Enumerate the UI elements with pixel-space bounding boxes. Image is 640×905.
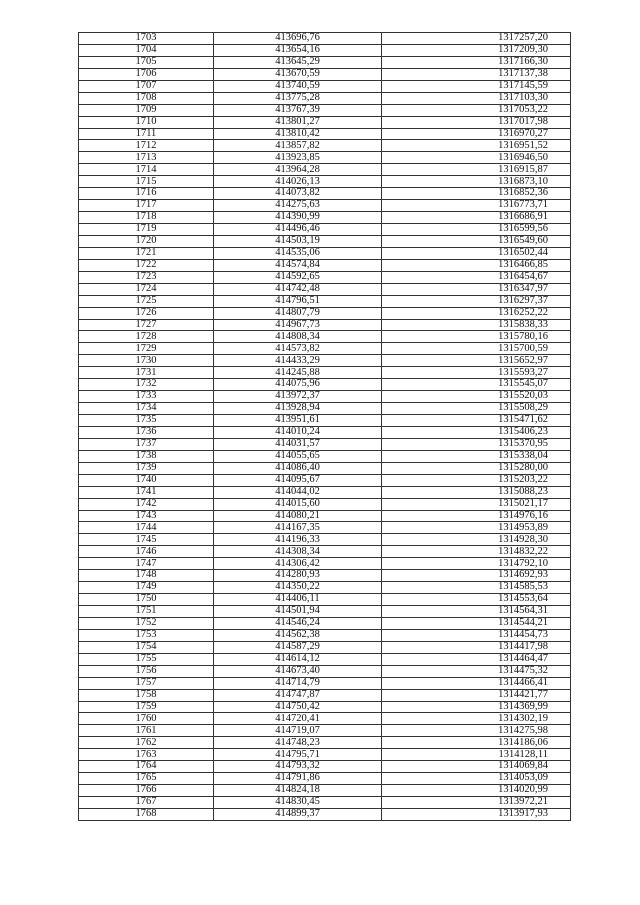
table-row: [79, 403, 571, 415]
table-row: [79, 725, 571, 737]
y-coordinate-cell: 1314186,06: [382, 737, 571, 749]
y-coordinate-cell: 1314544,21: [382, 617, 571, 629]
y-coordinate-cell: 1314564,31: [382, 606, 571, 618]
y-coordinate-cell: 1316970,27: [382, 128, 571, 140]
y-coordinate-cell: 1316549,60: [382, 235, 571, 247]
table-row: [79, 629, 571, 641]
table-row: [79, 486, 571, 498]
point-number-cell: 1722: [79, 259, 214, 271]
table-row: [79, 319, 571, 331]
y-coordinate-cell: 1316686,91: [382, 212, 571, 224]
x-coordinate-cell: 414796,51: [214, 295, 382, 307]
x-coordinate-cell: 413740,59: [214, 80, 382, 92]
y-coordinate-cell: 1314421,77: [382, 689, 571, 701]
x-coordinate-cell: 414750,42: [214, 701, 382, 713]
point-number-cell: 1740: [79, 474, 214, 486]
table-row: [79, 212, 571, 224]
y-coordinate-cell: 1316347,97: [382, 283, 571, 295]
table-row: [79, 522, 571, 534]
y-coordinate-cell: 1314976,16: [382, 510, 571, 522]
x-coordinate-cell: 414073,82: [214, 188, 382, 200]
point-number-cell: 1716: [79, 188, 214, 200]
table-row: [79, 176, 571, 188]
table-row: [79, 259, 571, 271]
x-coordinate-cell: 414015,60: [214, 498, 382, 510]
x-coordinate-cell: 414496,46: [214, 224, 382, 236]
y-coordinate-cell: 1315593,27: [382, 367, 571, 379]
y-coordinate-cell: 1315545,07: [382, 379, 571, 391]
table-row: [79, 546, 571, 558]
y-coordinate-cell: 1314369,99: [382, 701, 571, 713]
point-number-cell: 1728: [79, 331, 214, 343]
table-row: [79, 283, 571, 295]
y-coordinate-cell: 1313917,93: [382, 808, 571, 820]
table-row: [79, 116, 571, 128]
y-coordinate-cell: 1315338,04: [382, 450, 571, 462]
point-number-cell: 1731: [79, 367, 214, 379]
y-coordinate-cell: 1313972,21: [382, 797, 571, 809]
x-coordinate-cell: 414350,22: [214, 582, 382, 594]
x-coordinate-cell: 413810,42: [214, 128, 382, 140]
x-coordinate-cell: 414095,67: [214, 474, 382, 486]
y-coordinate-cell: 1314466,41: [382, 677, 571, 689]
x-coordinate-cell: 414280,93: [214, 570, 382, 582]
x-coordinate-cell: 414614,12: [214, 653, 382, 665]
y-coordinate-cell: 1317257,20: [382, 33, 571, 45]
x-coordinate-cell: 413972,37: [214, 391, 382, 403]
point-number-cell: 1762: [79, 737, 214, 749]
y-coordinate-cell: 1315280,00: [382, 462, 571, 474]
point-number-cell: 1743: [79, 510, 214, 522]
point-number-cell: 1766: [79, 785, 214, 797]
y-coordinate-cell: 1315780,16: [382, 331, 571, 343]
x-coordinate-cell: 414673,40: [214, 665, 382, 677]
point-number-cell: 1747: [79, 558, 214, 570]
x-coordinate-cell: 413964,28: [214, 164, 382, 176]
table-row: [79, 307, 571, 319]
table-row: [79, 665, 571, 677]
x-coordinate-cell: 413923,85: [214, 152, 382, 164]
y-coordinate-cell: 1314302,19: [382, 713, 571, 725]
y-coordinate-cell: 1317017,98: [382, 116, 571, 128]
y-coordinate-cell: 1314053,09: [382, 773, 571, 785]
point-number-cell: 1759: [79, 701, 214, 713]
point-number-cell: 1734: [79, 403, 214, 415]
table-row: [79, 415, 571, 427]
point-number-cell: 1763: [79, 749, 214, 761]
x-coordinate-cell: 414306,42: [214, 558, 382, 570]
point-number-cell: 1707: [79, 80, 214, 92]
table-row: [79, 462, 571, 474]
table-row: [79, 582, 571, 594]
x-coordinate-cell: 414055,65: [214, 450, 382, 462]
point-number-cell: 1709: [79, 104, 214, 116]
point-number-cell: 1718: [79, 212, 214, 224]
x-coordinate-cell: 414714,79: [214, 677, 382, 689]
x-coordinate-cell: 414899,37: [214, 808, 382, 820]
x-coordinate-cell: 413775,28: [214, 92, 382, 104]
y-coordinate-cell: 1315471,62: [382, 415, 571, 427]
x-coordinate-cell: 414075,96: [214, 379, 382, 391]
point-number-cell: 1727: [79, 319, 214, 331]
x-coordinate-cell: 413767,39: [214, 104, 382, 116]
x-coordinate-cell: 414795,71: [214, 749, 382, 761]
table-row: [79, 247, 571, 259]
table-row: [79, 152, 571, 164]
y-coordinate-cell: 1317166,30: [382, 56, 571, 68]
y-coordinate-cell: 1317103,30: [382, 92, 571, 104]
table-row: [79, 44, 571, 56]
table-row: [79, 128, 571, 140]
coordinates-table-body: [79, 33, 571, 821]
y-coordinate-cell: 1314454,73: [382, 629, 571, 641]
point-number-cell: 1729: [79, 343, 214, 355]
point-number-cell: 1751: [79, 606, 214, 618]
point-number-cell: 1767: [79, 797, 214, 809]
y-coordinate-cell: 1317209,30: [382, 44, 571, 56]
x-coordinate-cell: 413670,59: [214, 68, 382, 80]
x-coordinate-cell: 413951,61: [214, 415, 382, 427]
point-number-cell: 1738: [79, 450, 214, 462]
y-coordinate-cell: 1317137,38: [382, 68, 571, 80]
point-number-cell: 1719: [79, 224, 214, 236]
x-coordinate-cell: 414830,45: [214, 797, 382, 809]
table-row: [79, 594, 571, 606]
point-number-cell: 1741: [79, 486, 214, 498]
x-coordinate-cell: 414245,88: [214, 367, 382, 379]
table-row: [79, 140, 571, 152]
point-number-cell: 1754: [79, 641, 214, 653]
point-number-cell: 1714: [79, 164, 214, 176]
x-coordinate-cell: 413857,82: [214, 140, 382, 152]
y-coordinate-cell: 1314792,10: [382, 558, 571, 570]
y-coordinate-cell: 1315700,59: [382, 343, 571, 355]
point-number-cell: 1764: [79, 761, 214, 773]
table-row: [79, 713, 571, 725]
x-coordinate-cell: 414275,63: [214, 200, 382, 212]
y-coordinate-cell: 1315088,23: [382, 486, 571, 498]
table-row: [79, 235, 571, 247]
x-coordinate-cell: 414719,07: [214, 725, 382, 737]
table-row: [79, 749, 571, 761]
table-row: [79, 391, 571, 403]
point-number-cell: 1735: [79, 415, 214, 427]
table-row: [79, 797, 571, 809]
x-coordinate-cell: 414308,34: [214, 546, 382, 558]
table-row: [79, 200, 571, 212]
x-coordinate-cell: 414044,02: [214, 486, 382, 498]
x-coordinate-cell: 414503,19: [214, 235, 382, 247]
point-number-cell: 1703: [79, 33, 214, 45]
y-coordinate-cell: 1314475,32: [382, 665, 571, 677]
point-number-cell: 1721: [79, 247, 214, 259]
point-number-cell: 1710: [79, 116, 214, 128]
table-row: [79, 617, 571, 629]
y-coordinate-cell: 1316599,56: [382, 224, 571, 236]
point-number-cell: 1711: [79, 128, 214, 140]
y-coordinate-cell: 1316502,44: [382, 247, 571, 259]
y-coordinate-cell: 1314069,84: [382, 761, 571, 773]
x-coordinate-cell: 414824,18: [214, 785, 382, 797]
point-number-cell: 1733: [79, 391, 214, 403]
x-coordinate-cell: 413928,94: [214, 403, 382, 415]
y-coordinate-cell: 1316951,52: [382, 140, 571, 152]
table-row: [79, 104, 571, 116]
point-number-cell: 1742: [79, 498, 214, 510]
table-row: [79, 80, 571, 92]
x-coordinate-cell: 414196,33: [214, 534, 382, 546]
table-row: [79, 438, 571, 450]
point-number-cell: 1730: [79, 355, 214, 367]
table-row: [79, 785, 571, 797]
y-coordinate-cell: 1317053,22: [382, 104, 571, 116]
y-coordinate-cell: 1314928,30: [382, 534, 571, 546]
point-number-cell: 1739: [79, 462, 214, 474]
x-coordinate-cell: 414501,94: [214, 606, 382, 618]
point-number-cell: 1748: [79, 570, 214, 582]
x-coordinate-cell: 414535,06: [214, 247, 382, 259]
point-number-cell: 1744: [79, 522, 214, 534]
x-coordinate-cell: 413654,16: [214, 44, 382, 56]
y-coordinate-cell: 1316873,10: [382, 176, 571, 188]
point-number-cell: 1752: [79, 617, 214, 629]
y-coordinate-cell: 1315508,29: [382, 403, 571, 415]
point-number-cell: 1706: [79, 68, 214, 80]
x-coordinate-cell: 413801,27: [214, 116, 382, 128]
y-coordinate-cell: 1316773,71: [382, 200, 571, 212]
x-coordinate-cell: 414967,73: [214, 319, 382, 331]
point-number-cell: 1745: [79, 534, 214, 546]
y-coordinate-cell: 1316466,85: [382, 259, 571, 271]
point-number-cell: 1765: [79, 773, 214, 785]
point-number-cell: 1760: [79, 713, 214, 725]
table-row: [79, 331, 571, 343]
y-coordinate-cell: 1316297,37: [382, 295, 571, 307]
x-coordinate-cell: 414791,86: [214, 773, 382, 785]
y-coordinate-cell: 1315652,97: [382, 355, 571, 367]
point-number-cell: 1758: [79, 689, 214, 701]
table-row: [79, 498, 571, 510]
point-number-cell: 1753: [79, 629, 214, 641]
point-number-cell: 1708: [79, 92, 214, 104]
table-row: [79, 641, 571, 653]
x-coordinate-cell: 414573,82: [214, 343, 382, 355]
y-coordinate-cell: 1316852,36: [382, 188, 571, 200]
y-coordinate-cell: 1316915,87: [382, 164, 571, 176]
point-number-cell: 1723: [79, 271, 214, 283]
y-coordinate-cell: 1314553,64: [382, 594, 571, 606]
point-number-cell: 1724: [79, 283, 214, 295]
point-number-cell: 1715: [79, 176, 214, 188]
x-coordinate-cell: 414747,87: [214, 689, 382, 701]
table-row: [79, 701, 571, 713]
table-row: [79, 606, 571, 618]
point-number-cell: 1720: [79, 235, 214, 247]
table-row: [79, 92, 571, 104]
point-number-cell: 1749: [79, 582, 214, 594]
table-row: [79, 773, 571, 785]
x-coordinate-cell: 414748,23: [214, 737, 382, 749]
table-row: [79, 450, 571, 462]
x-coordinate-cell: 414086,40: [214, 462, 382, 474]
table-row: [79, 379, 571, 391]
table-row: [79, 367, 571, 379]
point-number-cell: 1732: [79, 379, 214, 391]
point-number-cell: 1750: [79, 594, 214, 606]
y-coordinate-cell: 1314953,89: [382, 522, 571, 534]
table-row: [79, 737, 571, 749]
x-coordinate-cell: 414574,84: [214, 259, 382, 271]
x-coordinate-cell: 414562,38: [214, 629, 382, 641]
y-coordinate-cell: 1315370,95: [382, 438, 571, 450]
point-number-cell: 1736: [79, 426, 214, 438]
point-number-cell: 1757: [79, 677, 214, 689]
table-row: [79, 68, 571, 80]
y-coordinate-cell: 1314417,98: [382, 641, 571, 653]
y-coordinate-cell: 1314692,93: [382, 570, 571, 582]
x-coordinate-cell: 414167,35: [214, 522, 382, 534]
table-row: [79, 426, 571, 438]
y-coordinate-cell: 1314464,47: [382, 653, 571, 665]
x-coordinate-cell: 414592,65: [214, 271, 382, 283]
table-row: [79, 570, 571, 582]
y-coordinate-cell: 1316946,50: [382, 152, 571, 164]
table-row: [79, 295, 571, 307]
x-coordinate-cell: 414010,24: [214, 426, 382, 438]
table-row: [79, 689, 571, 701]
y-coordinate-cell: 1316252,22: [382, 307, 571, 319]
table-row: [79, 510, 571, 522]
table-row: [79, 558, 571, 570]
x-coordinate-cell: 414433,29: [214, 355, 382, 367]
table-row: [79, 474, 571, 486]
y-coordinate-cell: 1315406,23: [382, 426, 571, 438]
y-coordinate-cell: 1314275,98: [382, 725, 571, 737]
y-coordinate-cell: 1315838,33: [382, 319, 571, 331]
x-coordinate-cell: 414793,32: [214, 761, 382, 773]
x-coordinate-cell: 414807,79: [214, 307, 382, 319]
x-coordinate-cell: 414720,41: [214, 713, 382, 725]
point-number-cell: 1746: [79, 546, 214, 558]
x-coordinate-cell: 414546,24: [214, 617, 382, 629]
y-coordinate-cell: 1315021,17: [382, 498, 571, 510]
point-number-cell: 1768: [79, 808, 214, 820]
point-number-cell: 1726: [79, 307, 214, 319]
y-coordinate-cell: 1314832,22: [382, 546, 571, 558]
y-coordinate-cell: 1314128,11: [382, 749, 571, 761]
y-coordinate-cell: 1315203,22: [382, 474, 571, 486]
y-coordinate-cell: 1314020,99: [382, 785, 571, 797]
y-coordinate-cell: 1315520,03: [382, 391, 571, 403]
point-number-cell: 1761: [79, 725, 214, 737]
y-coordinate-cell: 1317145,59: [382, 80, 571, 92]
table-row: [79, 343, 571, 355]
x-coordinate-cell: 413696,76: [214, 33, 382, 45]
point-number-cell: 1756: [79, 665, 214, 677]
point-number-cell: 1705: [79, 56, 214, 68]
point-number-cell: 1725: [79, 295, 214, 307]
x-coordinate-cell: 414390,99: [214, 212, 382, 224]
table-row: [79, 677, 571, 689]
x-coordinate-cell: 414026,13: [214, 176, 382, 188]
x-coordinate-cell: 414808,34: [214, 331, 382, 343]
x-coordinate-cell: 414080,21: [214, 510, 382, 522]
table-row: [79, 271, 571, 283]
table-row: [79, 808, 571, 820]
table-row: [79, 534, 571, 546]
table-row: [79, 355, 571, 367]
x-coordinate-cell: 414587,29: [214, 641, 382, 653]
x-coordinate-cell: 413645,29: [214, 56, 382, 68]
x-coordinate-cell: 414406,11: [214, 594, 382, 606]
x-coordinate-cell: 414031,57: [214, 438, 382, 450]
point-number-cell: 1737: [79, 438, 214, 450]
table-row: [79, 164, 571, 176]
point-number-cell: 1717: [79, 200, 214, 212]
table-row: [79, 33, 571, 45]
table-row: [79, 188, 571, 200]
point-number-cell: 1712: [79, 140, 214, 152]
table-row: [79, 653, 571, 665]
table-row: [79, 56, 571, 68]
coordinates-table: [78, 32, 571, 821]
x-coordinate-cell: 414742,48: [214, 283, 382, 295]
y-coordinate-cell: 1316454,67: [382, 271, 571, 283]
table-row: [79, 224, 571, 236]
y-coordinate-cell: 1314585,53: [382, 582, 571, 594]
point-number-cell: 1755: [79, 653, 214, 665]
point-number-cell: 1704: [79, 44, 214, 56]
table-row: [79, 761, 571, 773]
point-number-cell: 1713: [79, 152, 214, 164]
